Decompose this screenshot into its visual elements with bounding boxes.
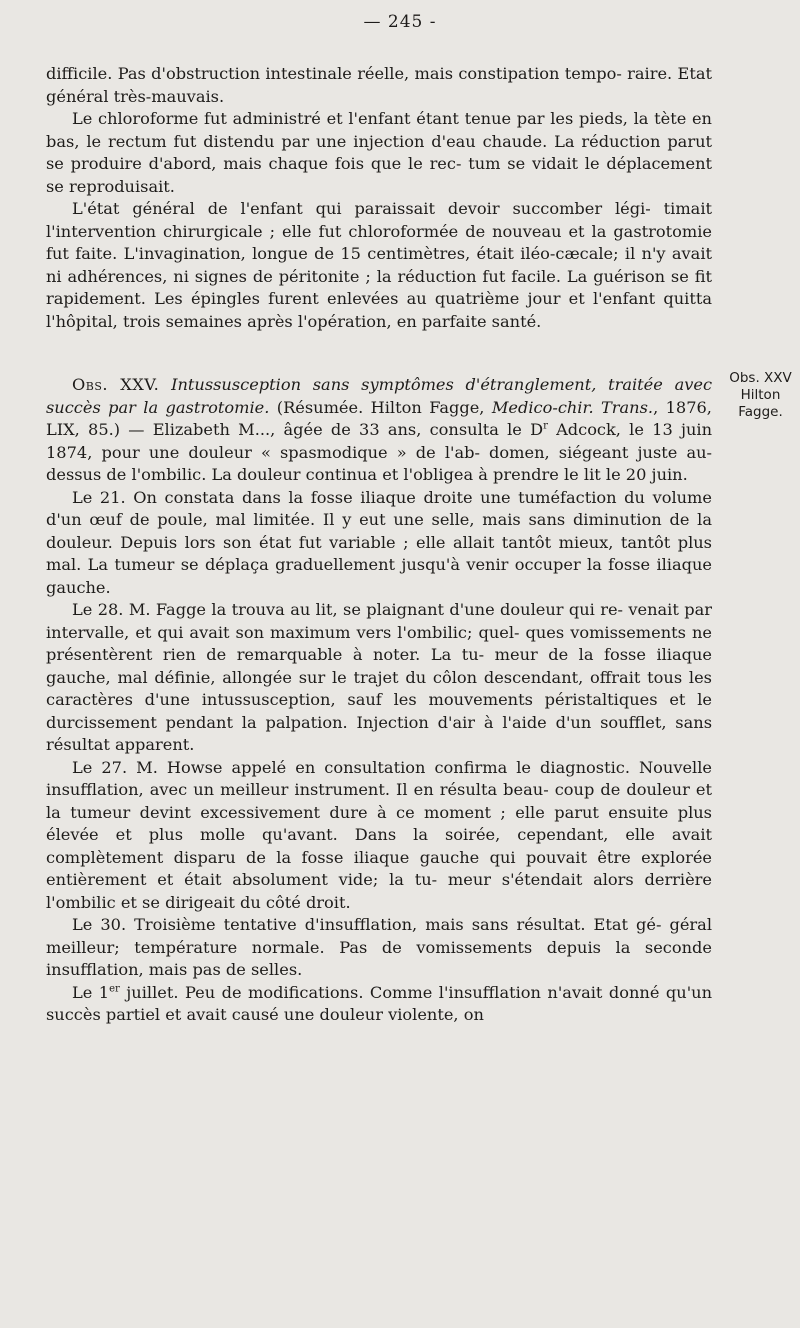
observation-journal: Medico-chir. Trans. [491, 397, 654, 417]
paragraph-chloroform: Le chloroforme fut administré et l'enfant étant tenue par les pieds, la tète en bas, le rectum fut distendu par une injection d'eau chaude. La réduction parut se produire d'abord, mais chaque fois que le rec- tum se vidait le déplacement se reproduisait. [46, 109, 712, 196]
margin-note-author-first: Hilton [740, 387, 781, 403]
paragraph-day-28: Le 28. M. Fagge la trouva au lit, se plaignant d'une douleur qui re- venait par intervalle, et qui avait son maximum vers l'ombilic; quel- ques vomissements ne présentèrent rien de remarquable à noter. La tu- meur de la fosse iliaque gauche, mal définie, allongée sur le trajet du côlon descendant, offrait tous les caractères d'une intussusception, sauf les mouvements péristaltiques et le durcissement pendant la palpation. Injection d'air à l'aide d'un soufflet, sans résultat apparent. [46, 600, 712, 754]
margin-note [721, 370, 800, 421]
observation-label: Obs. XXV. [72, 375, 160, 394]
paragraph-day-30: Le 30. Troisième tentative d'insufflation, mais sans résultat. Etat gé- géral meilleur; température normale. Pas de vomissements depuis la seconde insufflation, mais pas de selles. [46, 915, 712, 979]
paragraph-july-1 [46, 982, 712, 1027]
observation-xxv [46, 374, 712, 1027]
observation-source: (Résumée. Hilton Fagge, [276, 397, 485, 417]
july-1-text: juillet. Peu de modifications. Comme l'insufflation n'avait donné qu'un succès partiel et avait causé une douleur violente, on [46, 982, 712, 1024]
observation-intro [46, 374, 712, 487]
observation-title: Intussusception sans symptômes d'étranglement, traitée avec succès par la gastrotomie. [46, 375, 713, 417]
paragraph-continuation: difficile. Pas d'obstruction intestinale réelle, mais constipation tempo- raire. Etat général très-mauvais. [46, 64, 712, 106]
page-number: — 245 - [363, 12, 437, 32]
july-1-sup: er [109, 983, 120, 995]
margin-note-author-last: Fagge. [738, 404, 783, 420]
margin-note-obs: Obs. XXV [729, 370, 792, 386]
paragraph-day-27: Le 27. M. Howse appelé en consultation confirma le diagnostic. Nouvelle insufflation, avec un meilleur instrument. Il en résulta beau- coup de douleur et la tumeur devint excessivement dure à ce moment ; elle parut ensuite plus élevée et plus molle qu'avant. Dans la soirée, cependant, elle avait complètement disparu de la fosse iliaque gauche qui pouvait être explorée entièrement et était absolument vide; la tu- meur s'étendait alors derrière l'ombilic et se dirigeait du côté droit. [46, 757, 712, 912]
july-1-prefix: Le 1 [72, 982, 110, 1002]
paragraph-day-21: Le 21. On constata dans la fosse iliaque droite une tuméfaction du volume d'un œuf de poule, mal limitée. Il y eut une selle, mais sans diminution de la douleur. Depuis lors son état fut variable ; elle allait tantôt mieux, tantôt plus mal. La tumeur se déplaça graduellement jusqu'à venir occuper la fosse iliaque gauche. [46, 487, 712, 597]
continuation-text [46, 63, 712, 333]
observation-intro-rest: Adcock, le 13 juin 1874, pour une douleur « spasmodique » de l'ab- domen, siégeant juste au-dessus de l'ombilic. La douleur continua et l'obligea à prendre le lit le 20 juin. [46, 420, 712, 484]
paragraph-gastrotomy: L'état général de l'enfant qui paraissait devoir succomber légi- timait l'intervention chirurgicale ; elle fut chloroformée de nouveau et la gastrotomie fut faite. L'invagination, longue de 15 centimètres, était iléo-cæcale; il n'y avait ni adhérences, ni signes de péritonite ; la réduction fut facile. La guérison se fit rapidement. Les épingles furent enlevées au quatrième jour et l'enfant quitta l'hôpital, trois semaines après l'opération, en parfaite santé. [46, 199, 712, 331]
observation-source-details: , 1876, LIX, 85.) — Elizabeth M..., âgée de 33 ans, consulta le D [46, 397, 712, 439]
doctor-abbrev-sup: r [543, 420, 548, 432]
